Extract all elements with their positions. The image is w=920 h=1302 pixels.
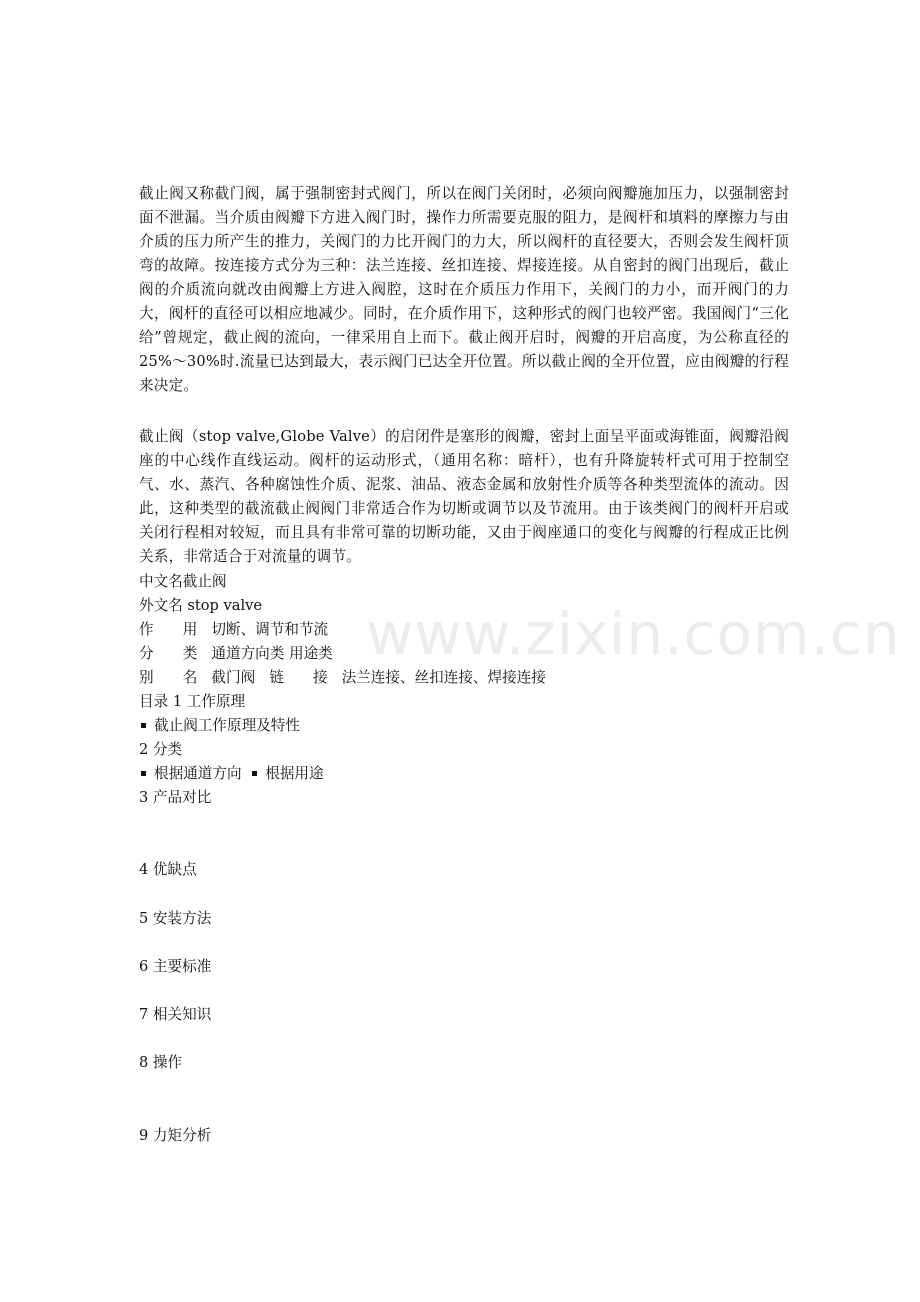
toc-item-7[interactable]: 7 相关知识 [139,1006,212,1023]
info-usage-value: 切断、调节和节流 [211,621,329,638]
info-class-label: 分 类 [139,645,198,662]
toc-item-8[interactable]: 8 操作 [139,1054,183,1071]
toc-item-9[interactable]: 9 力矩分析 [139,1127,212,1144]
info-foreign-name: 外文名 stop valve [139,597,263,614]
info-class-row [139,642,333,666]
toc-item-2-subs [139,762,324,786]
info-alias-row [139,666,546,690]
info-usage-row [139,618,328,642]
info-class-value: 通道方向类 用途类 [211,645,333,662]
info-chinese-name: 中文名截止阀 [139,573,227,590]
toc-item-1-sub-label: 截止阀工作原理及特性 [154,717,300,734]
info-connect-value: 法兰连接、丝扣连接、焊接连接 [341,669,546,686]
toc-item-6[interactable]: 6 主要标准 [139,958,212,975]
bullet-icon [141,771,146,776]
toc-item-5[interactable]: 5 安装方法 [139,910,212,927]
info-alias-label: 别 名 [139,669,198,686]
toc-item-4[interactable]: 4 优缺点 [139,861,197,878]
info-usage-label: 作 用 [139,621,198,638]
toc-item-3[interactable]: 3 产品对比 [139,789,212,806]
paragraph-intro: 截止阀又称截门阀，属于强制密封式阀门，所以在阀门关闭时，必须向阀瓣施加压力，以强制密封面不泄漏。当介质由阀瓣下方进入阀门时，操作力所需要克服的阻力，是阀杆和填料的摩擦力与由介质的压力所产生的推力，关阀门的力比开阀门的力大，所以阀杆的直径要大，否则会发生阀杆顶弯的故障。按连接方式分为三种：法兰连接、丝扣连接、焊接连接。从自密封的阀门出现后，截止阀的介质流向就改由阀瓣上方进入阀腔，这时在介质压力作用下，关阀门的力小，而开阀门的力大，阀杆的直径可以相应地减少。同时，在介质作用下，这种形式的阀门也较严密。我国阀门“三化给”曾规定，截止阀的流向，一律采用自上而下。截止阀开启时，阀瓣的开启高度，为公称直径的 25%～30%时.流量已达到最大，表示阀门已达全开位置。所以截止阀的全开位置，应由阀瓣的行程来决定。 [139,185,789,394]
info-connect-label: 链 接 [269,669,328,686]
toc-item-2[interactable]: 2 分类 [139,741,183,758]
bullet-icon [252,771,257,776]
info-alias-value: 截门阀 [211,669,256,686]
paragraph-structure: 截止阀（stop valve,Globe Valve）的启闭件是塞形的阀瓣，密封上面呈平面或海锥面，阀瓣沿阀座的中心线作直线运动。阀杆的运动形式，（通用名称：暗杆），也有升降旋转杆式可用于控制空气、水、蒸汽、各种腐蚀性介质、泥浆、油品、液态金属和放射性介质等各种类型流体的流动。因此，这种类型的截流截止阀阀门非常适合作为切断或调节以及节流用。由于该类阀门的阀杆开启或关闭行程相对较短，而且具有非常可靠的切断功能，又由于阀座通口的变化与阀瓣的行程成正比例关系，非常适合于对流量的调节。 [139,428,789,565]
toc-heading: 目录 1 工作原理 [139,693,246,710]
toc-item-2-sub-b[interactable]: 根据用途 [265,765,324,782]
toc-item-2-sub-a[interactable]: 根据通道方向 [154,765,242,782]
bullet-icon [141,723,146,728]
toc-item-1-sub[interactable] [139,714,300,738]
watermark: www.zixin.com.cn [366,600,901,668]
